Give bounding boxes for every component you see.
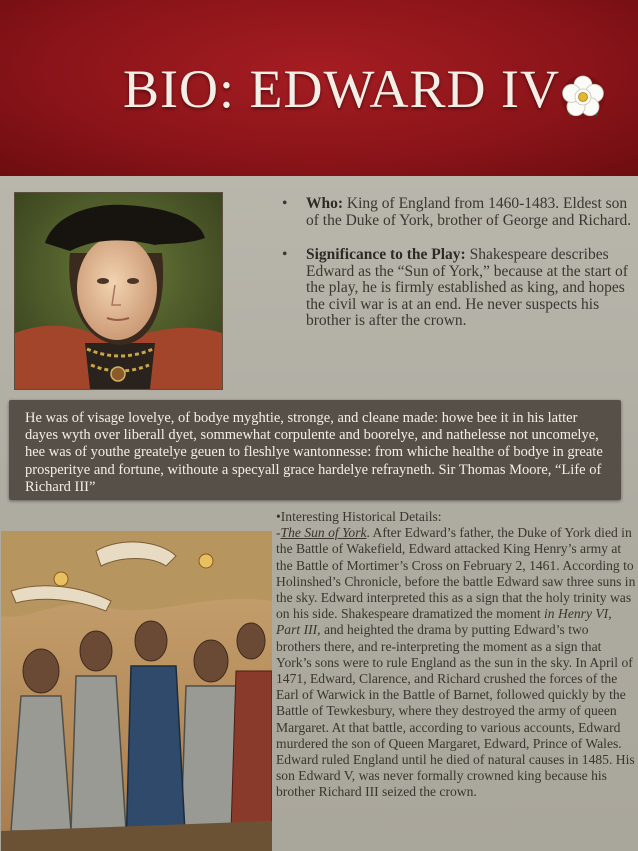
details-text-1: . After Edward’s father, the Duke of York died in the Battle of Wakefield, Edward attacked King Henry’s army at the Battle of Mortimer’s Cross on February 2, 1461. According to Holinshed’s Chronicle, before the battle Edward saw three suns in the sky. Edward interpreted this as a sign that the holy trinity was on his side. Shakespeare dramatized the moment xyxy=(276,525,636,622)
bullet-icon: • xyxy=(282,195,288,212)
who-label: Who: xyxy=(306,195,344,212)
edward-iv-portrait xyxy=(14,192,223,390)
fresco-image xyxy=(1,531,272,851)
quote-box xyxy=(9,400,621,500)
details-heading: •Interesting Historical Details: xyxy=(276,509,442,524)
henry-vi-title: in Henry VI, Part III, xyxy=(276,606,612,638)
who-text: King of England from 1460-1483. Eldest son of the Duke of York, brother of George and Richard. xyxy=(306,195,632,229)
quote-text: He was of visage lovelye, of bodye myghtie, stronge, and cleane made: howe bee it in his latter dayes wyth over liberall dyet, sommewhat corpulente and boorelye, and nathelesse not uncomelye, hee was of youthe greatelye geuen to fleshlye wantonnesse: from whiche healthe of bodye in greate prosperitye and fortune, withoute a specyall grace hardelye refrayneth. Sir Thomas Moore, “Life of Richard III” xyxy=(25,410,603,495)
historical-details xyxy=(276,509,636,801)
portrait-image xyxy=(15,193,222,389)
details-dash: - xyxy=(276,525,281,541)
who-bullet xyxy=(280,196,632,229)
bio-bullets xyxy=(280,196,632,348)
details-text-2: and heighted the drama by putting Edward’s two brothers there, and re-interpreting the moment as a sign that York’s sons were to rule England as the sun in the sky. In April of 1471, Edward, Clarence, and Richard crushed the forces of the Earl of Warwick in the Battle of Barnet, followed quickly by the Battle of Tewkesbury, where they destroyed the army of queen Margaret. At that battle, according to various accounts, Edward murdered the son of Queen Margaret, Edward, Prince of Wales. Edward ruled England until he died of natural causes in 1485. His son Edward V, was never formally crowned king because his brother Richard III seized the crown. xyxy=(276,622,635,800)
significance-text: Shakespeare describes Edward as the “Sun of York,” because at the start of the play, he is firmly established as king, and hopes the civil war is at an end. He never suspects his brother is after the crown. xyxy=(306,246,628,329)
significance-label: Significance to the Play: xyxy=(306,246,466,263)
tudor-rose-icon xyxy=(560,74,606,120)
bullet-icon: • xyxy=(282,246,288,263)
significance-bullet xyxy=(280,247,632,330)
title-banner xyxy=(0,0,638,176)
slide-title: BIO: EDWARD IV xyxy=(123,59,560,119)
sun-of-york-title: The Sun of York xyxy=(280,525,367,541)
battle-fresco-image xyxy=(1,531,272,851)
